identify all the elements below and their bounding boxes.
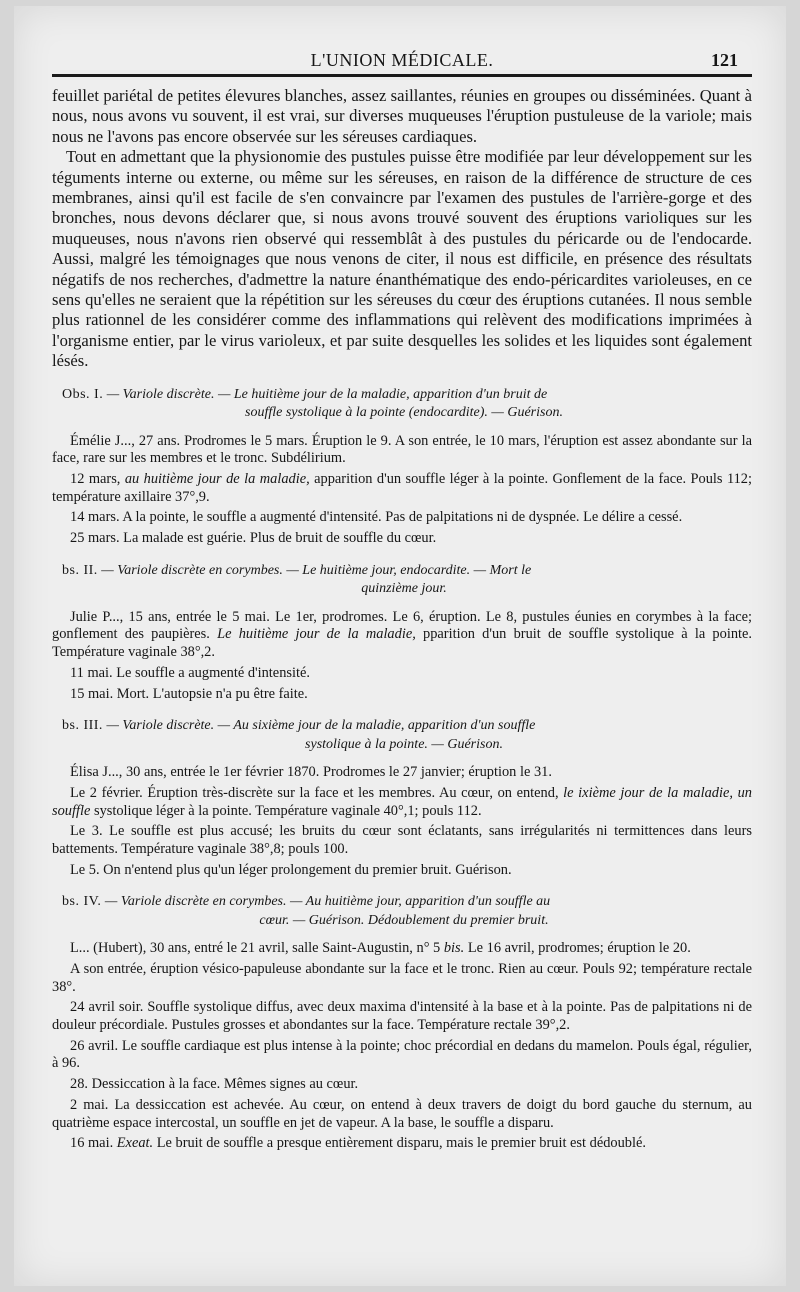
case-entry bbox=[52, 785, 752, 820]
case-entry bbox=[52, 665, 752, 683]
observation-heading: — Variole discrète. — Au sixième jour de la maladie, apparition d'un souffle bbox=[106, 718, 536, 734]
entry-lead: 12 mars, bbox=[70, 471, 125, 488]
entry-lead: L... (Hubert), 30 ans, entré le 21 avril, salle Saint-Augustin, n° 5 bbox=[70, 940, 444, 957]
case-entry bbox=[52, 530, 752, 548]
running-title: L'UNION MÉDICALE. bbox=[310, 50, 494, 70]
observation-heading: — Variole discrète en corymbes. — Au huitième jour, apparition d'un souffle au bbox=[104, 894, 551, 910]
case-entry bbox=[52, 433, 752, 468]
case-entry bbox=[52, 961, 752, 996]
observation-title bbox=[52, 893, 752, 930]
case-entry bbox=[52, 823, 752, 858]
body-paragraph: feuillet pariétal de petites élevures blanches, assez saillantes, réunies en groupes ou disséminées. Quant à nous, nous avons vu souvent, il est vrai, sur diverses muqueuses l'éruption pustuleuse de la variole; mais nous ne l'avons pas encore observée sur les séreuses cardiaques. bbox=[52, 86, 752, 146]
case-entry bbox=[52, 1038, 752, 1073]
entry-text: 2 mai. La dessiccation est achevée. Au cœur, on entend à deux travers de doigt du bord gauche du sternum, au quatrième espace intercostal, un souffle en jet de vapeur. A la base, le souffle a disparu. bbox=[52, 1096, 752, 1131]
entry-text: Le bruit de souffle a presque entièrement disparu, mais le premier bruit est dédoublé. bbox=[153, 1135, 646, 1152]
entry-text: systolique léger à la pointe. Température vaginale 40°,1; pouls 112. bbox=[90, 802, 482, 819]
entry-text: Le 16 avril, prodromes; éruption le 20. bbox=[464, 940, 691, 957]
case-entry bbox=[52, 862, 752, 880]
entry-lead: Julie P..., 15 ans, entrée le 5 mai. Le 1er, prodromes. Le 6, éruption. Le 8, pustules éunies en corymbes à la face; gonflement des paupières. bbox=[52, 608, 752, 643]
entry-text: Émélie J..., 27 ans. Prodromes le 5 mars. Éruption le 9. A son entrée, le 10 mars, l'éruption est assez abondante sur la face, rare sur les membres et le tronc. Subdélirium. bbox=[52, 432, 752, 467]
entry-text: 28. Dessiccation à la face. Mêmes signes au cœur. bbox=[70, 1076, 359, 1093]
case-entry bbox=[52, 471, 752, 506]
body-paragraph: Tout en admettant que la physionomie des pustules puisse être modifiée par leur développement sur les téguments interne ou externe, ou même sur les séreuses, en raison de la différence de structure de ces membranes, ainsi qu'il est facile de s'en convaincre par l'examen des pustules de l'arrière-gorge et des bronches, nous devons déclarer que, si nous avons trouvé souvent des éruptions varioliques sur les muqueuses, nous n'avons rien observé qui ressemblât à des pustules du péricarde ou de l'endocarde. Aussi, malgré les témoignages que nous venons de citer, il nous est difficile, en présence des résultats négatifs de nos recherches, d'admettre la nature énanthématique des endo-péricardites varioleuses, en ce sens qu'elles ne seraient que la répétition sur les séreuses du cœur des éruptions cutanées. Il nous semble plus rationnel de les considérer comme des inflammations qui relèvent des modifications imprimées à l'organisme entier, par le virus varioleux, et par suite desquelles les solides et les liquides sont également lésés. bbox=[52, 147, 752, 371]
entry-text: 14 mars. A la pointe, le souffle a augmenté d'intensité. Pas de palpitations ni de dyspnée. Le délire a cessé. bbox=[70, 509, 683, 526]
observation-heading-continued: systolique à la pointe. — Guérison. bbox=[305, 736, 503, 752]
observation-title bbox=[52, 386, 752, 423]
entry-text: A son entrée, éruption vésico-papuleuse abondante sur la face et le tronc. Rien au cœur. Pouls 92; température rectale 38°. bbox=[52, 961, 752, 995]
observation-label: bs. II. bbox=[62, 562, 98, 578]
entry-text: 11 mai. Le souffle a augmenté d'intensité. bbox=[70, 664, 310, 681]
observation-heading: — Variole discrète en corymbes. — Le huitième jour, endocardite. — Mort le bbox=[101, 562, 532, 578]
entry-text: Le 5. On n'entend plus qu'un léger prolongement du premier bruit. Guérison. bbox=[70, 861, 512, 878]
entry-text: 26 avril. Le souffle cardiaque est plus intense à la pointe; choc précordial en dedans du mamelon. Pouls égal, régulier, à 96. bbox=[52, 1037, 752, 1072]
entry-text: 25 mars. La malade est guérie. Plus de bruit de souffle du cœur. bbox=[70, 530, 437, 547]
observation-heading-continued: souffle systolique à la pointe (endocardite). — Guérison. bbox=[245, 405, 563, 421]
page-number: 121 bbox=[711, 50, 738, 70]
entry-lead: 16 mai. bbox=[70, 1135, 117, 1152]
entry-text: ppariti​on d'un bruit de souffle systolique à la pointe. Température vaginale 38°,2. bbox=[52, 626, 753, 660]
case-entry bbox=[52, 686, 752, 704]
observation-title bbox=[52, 562, 752, 599]
entry-lead: Le 2 février. Éruption très-discrète sur la face et les membres. Au cœur, on entend, bbox=[70, 784, 564, 801]
entry-text: 24 avril soir. Souffle systolique diffus, avec deux maxima d'intensité à la base et à la pointe. Pas de palpitations ni de douleur précordiale. Pustules grosses et abondantes sur la face. Température rectale 39°,2. bbox=[52, 999, 752, 1034]
observation-heading: — Variole discrète. — Le huitième jour de la maladie, apparition d'un bruit de bbox=[106, 386, 548, 402]
entry-italic: Le huitième jour de la maladie, bbox=[217, 626, 416, 643]
entry-text: Élisa J..., 30 ans, entrée le 1er février 1870. Prodromes le 27 janvier; éruption le 31. bbox=[70, 764, 552, 781]
entry-text: Le 3. Le souffle est plus accusé; les bruits du cœur sont éclatants, sans irrégularités ni termittences dans leurs battements. Température vaginale 38°,8; pouls 100. bbox=[52, 823, 752, 857]
header-rule bbox=[52, 74, 752, 77]
observation-heading-continued: cœur. — Guérison. Dédoublement du premier bruit. bbox=[259, 912, 549, 928]
case-entry bbox=[52, 999, 752, 1034]
case-entry bbox=[52, 764, 752, 782]
entry-text: 15 mai. Mort. L'autopsie n'a pu être faite. bbox=[70, 685, 308, 702]
observation-label: Obs. I. bbox=[62, 386, 104, 402]
case-entry bbox=[52, 1135, 752, 1153]
page-content bbox=[52, 86, 752, 1153]
entry-italic: le ixième jour de la maladie, un souffle bbox=[52, 784, 752, 819]
entry-italic: au huitième jour de la maladie, bbox=[124, 471, 310, 488]
observation-title bbox=[52, 717, 752, 754]
entry-italic: Exeat. bbox=[116, 1135, 154, 1152]
observation-heading-continued: quinzième jour. bbox=[361, 581, 447, 597]
case-entry bbox=[52, 509, 752, 527]
observation-label: bs. III. bbox=[62, 718, 103, 734]
case-entry bbox=[52, 1076, 752, 1094]
case-entry bbox=[52, 609, 752, 662]
entry-italic: bis. bbox=[443, 940, 465, 957]
case-entry bbox=[52, 1097, 752, 1132]
entry-text: apparition d'un souffle léger à la pointe. Gonflement de la face. Pouls 112; température axillaire 37°,9. bbox=[52, 471, 752, 505]
observation-label: bs. IV. bbox=[62, 894, 102, 910]
case-entry bbox=[52, 940, 752, 958]
